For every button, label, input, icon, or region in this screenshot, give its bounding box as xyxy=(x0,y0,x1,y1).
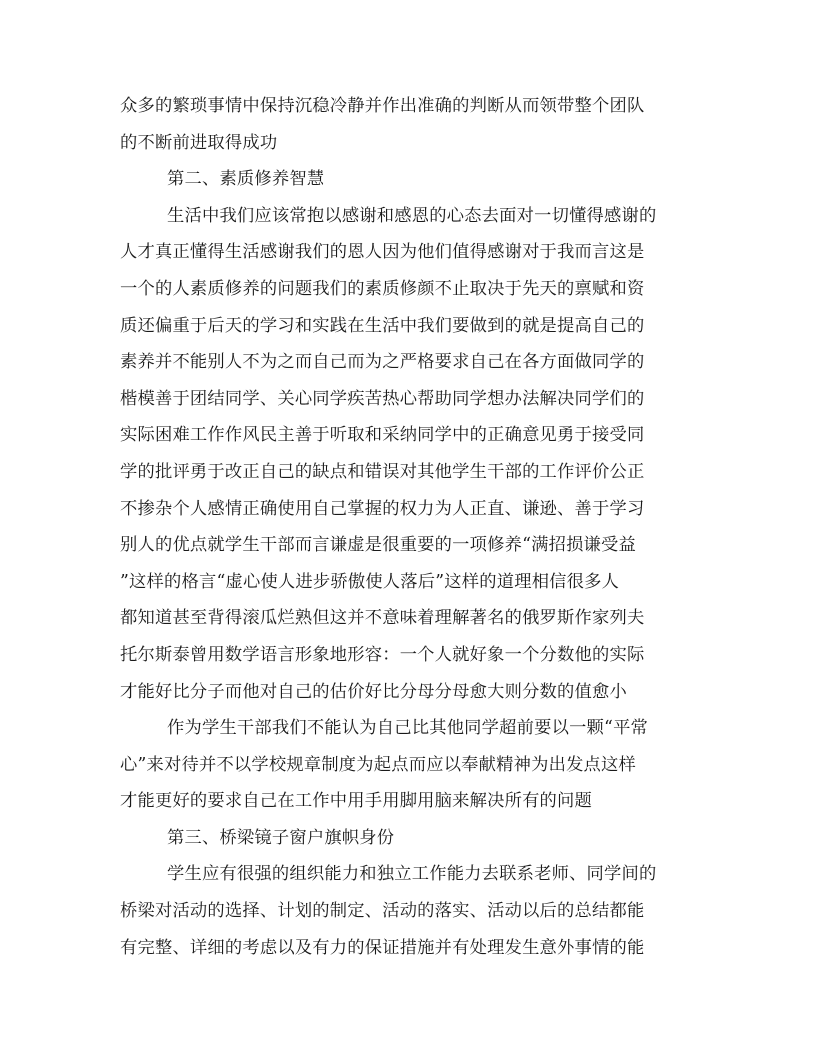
text-line: 素养并不能别人不为之而自己而为之严格要求自己在各方面做同学的 xyxy=(120,352,645,373)
text-line: 众多的繁琐事情中保持沉稳冷静并作出准确的判断从而领带整个团队 xyxy=(120,96,645,116)
text-line: 不掺杂个人感情正确使用自己掌握的权力为人正直、谦逊、善于学习 xyxy=(120,498,645,519)
text-line: 人才真正懂得生活感谢我们的恩人因为他们值得感谢对于我而言这是 xyxy=(120,242,645,263)
text-line: 桥梁对活动的选择、计划的制定、活动的落实、活动以后的总结都能 xyxy=(120,901,645,922)
text-line: 心”来对待并不以学校规章制度为起点而应以奉献精神为出发点这样 xyxy=(120,754,636,775)
text-line: 别人的优点就学生干部而言谦虚是很重要的一项修养“满招损谦受益 xyxy=(120,535,636,556)
text-line: 一个的人素质修养的问题我们的素质修颜不止取决于先天的禀赋和资 xyxy=(120,278,645,299)
text-line: 才能好比分子而他对自己的估价好比分母分母愈大则分数的值愈小 xyxy=(120,681,627,702)
text-line: 质还偏重于后天的学习和实践在生活中我们要做到的就是提高自己的 xyxy=(120,315,645,336)
paragraph-first-line: 作为学生干部我们不能认为自己比其他同学超前要以一颗“平常 xyxy=(167,718,649,739)
section-heading: 第三、桥梁镜子窗户旗帜身份 xyxy=(167,827,395,848)
text-line: ”这样的格言“虚心使人进步骄傲使人落后”这样的道理相信很多人 xyxy=(120,571,620,592)
section-heading: 第二、素质修养智慧 xyxy=(167,169,325,190)
text-line: 实际困难工作作风民主善于听取和采纳同学中的正确意见勇于接受同 xyxy=(120,425,645,446)
text-line: 有完整、详细的考虑以及有力的保证措施并有处理发生意外事情的能 xyxy=(120,937,645,958)
text-line: 学的批评勇于改正自己的缺点和错误对其他学生干部的工作评价公正 xyxy=(120,461,645,482)
document-body xyxy=(120,88,700,966)
text-line: 的不断前进取得成功 xyxy=(120,132,278,153)
paragraph-first-line: 生活中我们应该常抱以感谢和感恩的心态去面对一切懂得感谢的 xyxy=(167,205,657,226)
text-line: 托尔斯泰曾用数学语言形象地形容：一个人就好象一个分数他的实际 xyxy=(120,644,645,665)
text-line: 都知道甚至背得滚瓜烂熟但这并不意味着理解著名的俄罗斯作家列夫 xyxy=(120,608,645,629)
text-line: 楷模善于团结同学、关心同学疾苦热心帮助同学想办法解决同学们的 xyxy=(120,388,645,409)
paragraph-first-line: 学生应有很强的组织能力和独立工作能力去联系老师、同学间的 xyxy=(167,864,657,885)
text-line: 才能更好的要求自己在工作中用手用脚用脑来解决所有的问题 xyxy=(120,791,592,812)
